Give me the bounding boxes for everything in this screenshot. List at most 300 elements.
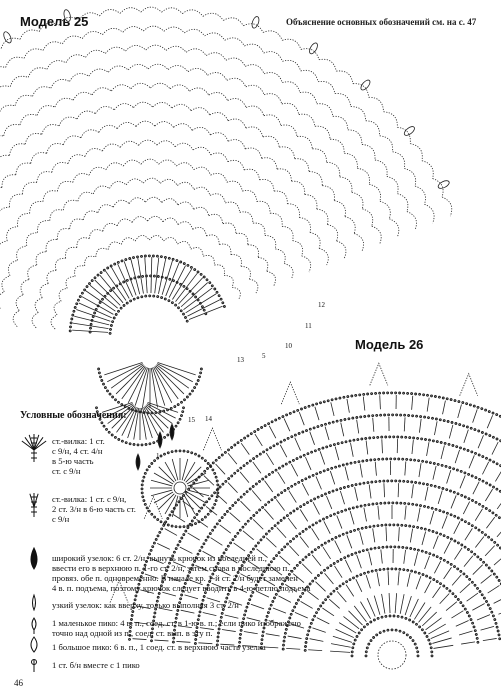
stitch-line [369,485,371,499]
stitch-line [172,459,178,480]
stitch-line [346,585,354,597]
chain-loop [33,87,51,97]
legend-line: 1 ст. б/н вместе с 1 пико [52,660,140,670]
stitch-line [269,426,276,438]
chain-loop [203,13,223,20]
stitch-line [360,531,364,545]
chain-loop [99,125,117,132]
stitch-line [425,581,432,593]
chain-loop [4,124,20,136]
stitch-line [433,466,436,480]
stitch-line [380,395,381,409]
chain-loop [274,191,287,204]
small-picot-icon [32,618,36,630]
chain-loop [297,136,312,149]
chain-loop [108,66,128,72]
legend-title: Условные обозначения: [20,410,127,421]
chain-loop [1,38,20,48]
stitch-line [494,556,501,565]
stitch-line [414,552,417,566]
stitch-line [366,575,370,588]
chain-loop [246,127,263,137]
stitch-line [203,613,217,616]
chain-loop [244,44,263,53]
stitch-line [355,487,358,501]
legend-line: ст. с 9/н [52,466,81,476]
stitch-line [228,453,237,464]
stitch-line [422,531,426,545]
wide-knot-mark [170,424,174,440]
stitch-line [444,567,452,579]
chain-loop [275,249,285,264]
petal-peak [203,428,221,450]
chain-loop [123,160,141,166]
chain-loop [348,130,362,145]
chain-loop [28,68,47,78]
chain-loop [129,198,145,204]
stitch-line [373,418,374,432]
stitch-line [252,490,261,501]
stitch-line [432,586,440,597]
chain-loop [191,248,203,257]
stitch-line [310,639,324,642]
stitch-line [422,612,436,626]
chain-loop [190,88,209,95]
chain-loop [0,136,4,148]
center-ring [378,641,406,669]
chain-loop [16,295,23,311]
stitch-line [375,462,376,476]
stitch-line [367,598,375,616]
stitch-line [364,508,367,522]
chain-loop [136,121,155,126]
stitch-line [483,638,497,640]
stitch-line [444,541,450,553]
chain-loop [263,31,282,40]
chain-loop [25,134,42,145]
stitch-line [151,480,172,486]
stitch-line [345,467,348,481]
chain-loop [240,212,253,223]
wide-knot-icon [31,548,37,569]
chain-loop [327,224,337,240]
stitch-line [301,601,313,608]
row-number: 11 [305,322,312,330]
chain-loop [2,175,16,188]
chain-loop [258,257,268,271]
chain-loop [111,85,130,91]
legend-line: ст.-вилка: 1 ст. [52,436,105,446]
chain-loop [291,181,304,194]
stitch-line [425,556,430,569]
chain-loop [245,65,264,74]
chain-loop [98,205,113,213]
chain-loop [66,247,77,258]
stitch-line [378,506,379,520]
stitch-line [381,550,382,564]
chain-loop [37,106,55,116]
stitch-line [410,529,412,543]
chain-loop [192,127,210,135]
row-number: 14 [205,415,212,423]
chain-loop [442,197,452,216]
chain-loop [166,46,186,52]
stitch-line [330,651,350,652]
stitch-line [331,644,351,648]
chain-loop [362,144,375,160]
stitch-line [280,445,287,457]
legend-line: с 9/н, 4 ст. 4/н [52,446,103,456]
chain-loop [70,219,84,229]
chain-loop [0,188,2,202]
chain-loop [164,237,178,244]
chain-loop [318,81,335,93]
chain-loop [52,162,68,172]
chain-loop [81,130,99,138]
chain-loop [8,260,17,275]
chain-loop [334,201,345,217]
chain-loop [55,98,73,107]
chain-loop [20,30,39,39]
chain-loop [270,213,282,226]
legend-line: в 5-ю часть [52,456,94,466]
chain-loop [113,200,129,207]
chain-loop [389,219,399,237]
stitch-line [443,401,446,415]
stitch-line [472,603,484,610]
chain-loop [110,182,127,189]
chain-loop [265,235,276,249]
chain-loop [281,125,297,137]
chain-loop [47,144,64,154]
stitch-line [398,571,399,585]
stitch-line [494,597,501,603]
chain-loop [16,163,31,175]
stitch-line [157,543,170,549]
fork-arm [34,494,38,507]
chain-loop [63,136,80,145]
chain-loop [282,103,299,114]
stitch-line [277,527,286,537]
chain-loop [393,152,405,169]
stitch-line [427,398,429,412]
chain-loop [194,167,211,175]
stitch-line [188,533,200,540]
stitch-line [322,608,334,616]
stitch-line [384,483,385,497]
chain-loop [226,58,245,66]
stitch-line [395,593,396,613]
chain-loop [66,55,86,63]
stitch-line [122,366,146,398]
chain-loop [59,117,77,126]
chain-loop [210,194,225,203]
stitch-line [305,457,311,470]
stitch-line [433,536,438,549]
stitch-line [325,573,334,584]
stitch-line [330,471,334,484]
stitch-line [441,445,444,459]
stitch-line [412,440,413,454]
chain-loop [159,160,177,166]
chain-loop [59,288,67,301]
chain-loop [345,217,355,234]
chain-loop [301,70,318,81]
stitch-line [431,631,449,639]
stitch-line [316,477,321,490]
chain-loop [188,68,208,75]
stitch-line [382,439,383,453]
stitch-line [266,538,276,548]
chain-loop [0,292,4,309]
stitch-line [326,496,331,509]
stitch-line [388,571,389,585]
stitch-line [458,404,462,417]
stitch-line [452,575,461,586]
stitch-line [220,525,231,533]
stitch-line [405,461,406,475]
stitch-line [185,595,198,599]
chain-loop [143,26,164,31]
legend-line: точно над одной из п., соед. ст. вып. в эту п. [52,628,213,638]
chain-loop [6,57,24,67]
stitch-line [366,441,368,455]
stitch-line [131,259,140,294]
stitch-line [461,642,475,644]
chain-loop [43,42,62,51]
stitch-line [335,541,341,554]
chain-loop [103,223,117,231]
stitch-line [156,365,188,389]
model-26-title: Модель 26 [355,337,424,352]
stitch-line [345,560,351,573]
stitch-line [404,417,405,431]
stitch-line [460,583,470,592]
chain-loop [264,52,283,62]
stitch-line [473,482,479,495]
stitch-line [278,596,290,602]
chain-loop [51,79,70,88]
stitch-line [276,499,284,510]
chain-loop [225,202,239,212]
stitch-line [363,397,365,411]
chain-loop [149,235,163,241]
chain-loop [257,201,270,213]
chain-loop [208,73,227,81]
stitch-line [417,508,420,522]
chain-loop [282,82,300,93]
chain-loop [20,114,37,125]
chain-loop [28,265,37,279]
stitch-line [473,565,483,575]
chain-loop [219,244,231,255]
chain-loop [380,201,390,219]
chain-loop [335,94,351,107]
chain-loop [57,181,72,191]
chain-loop [369,97,384,112]
chain-loop [85,256,96,266]
chain-loop [114,104,133,110]
chain-loop [305,195,317,209]
chain-loop [0,241,7,256]
chain-loop [299,114,315,126]
chain-loop [248,245,259,258]
chain-loop [282,60,300,71]
chain-loop [10,144,26,156]
chain-loop [211,173,227,182]
stitch-line [331,402,334,416]
stitch-line [323,547,331,559]
stitch-line [335,447,339,461]
stitch-line [289,491,296,503]
chain-loop [223,223,236,233]
chain-loop [82,32,102,39]
chain-loop [78,192,93,201]
narrow-knot-icon [33,595,36,610]
chain-loop [131,83,151,88]
stitch-line [312,628,325,633]
chain-loop [47,61,66,70]
stitch-line [475,536,484,547]
chain-loop [9,194,22,207]
stitch-line [405,506,406,520]
chain-loop [317,209,328,225]
chain-loop [287,204,299,218]
chain-loop [75,266,85,277]
stitch-line [482,462,488,475]
stitch-line [477,615,490,620]
chain-loop [422,161,433,179]
chain-loop [282,39,301,49]
chain-loop [10,76,28,86]
chain-loop [17,246,27,260]
stitch-line [467,593,478,601]
stitch-line [162,260,172,294]
stitch-line [251,604,264,609]
stitch-line [253,462,261,473]
stitch-line [188,480,209,486]
chain-loop [317,104,333,117]
stitch-line [488,585,500,593]
chain-loop [153,102,172,108]
chain-loop [260,179,274,191]
chain-loop [299,218,310,233]
stitch-line [486,517,494,528]
stitch-line [398,483,399,497]
legend-line: 4 в. п. подъема, поэтому крючок следует вводить в 4-ю петлю подъема [52,583,311,593]
chain-loop [262,158,277,169]
stitch-line [478,435,483,448]
legend-item-wide-knot [52,553,311,593]
chain-loop [210,133,228,141]
stitch-line [451,611,463,618]
chain-loop [0,67,6,78]
stitch-line [241,443,249,454]
chain-loop [0,207,9,221]
stitch-line [475,509,482,521]
stitch-line [154,640,168,641]
chain-loop [300,92,317,104]
stitch-line [433,645,453,648]
chain-loop [253,223,265,235]
chain-loop [177,241,190,249]
chain-loop [362,209,372,226]
chain-loop [135,235,149,241]
stitch-line [389,593,390,613]
center-ring [174,482,186,494]
chain-loop [205,33,225,40]
stitch-line [497,526,501,536]
legend-line: 1 большое пико: 6 в. п., 1 соед. ст. в верхнюю часть узелка [52,642,266,652]
stitch-line [76,310,110,322]
chain-loop [380,136,393,152]
chain-loop [120,141,138,147]
chain-loop [327,162,340,177]
chain-loop [102,28,122,34]
chain-loop [43,191,57,202]
stitch-line [412,484,414,498]
chain-loop [344,153,357,168]
stitch-line [492,442,498,455]
chain-loop [163,218,178,225]
chain-loop [310,232,320,248]
chain-loop [176,163,193,170]
chain-loop [32,313,38,328]
stitch-line [485,489,492,501]
stitch-line [382,594,385,614]
stitch-line [449,425,453,439]
chain-loop [145,197,161,202]
stitch-line [278,472,285,484]
wide-knot-mark [136,454,140,470]
chain-loop [15,95,33,105]
chain-loop [410,144,422,161]
stitch-line [473,409,478,422]
chain-loop [70,74,89,82]
chain-loop [228,140,245,149]
stitch-line [464,556,473,567]
stitch-line [266,453,273,465]
chain-loop [174,124,193,131]
stitch-line [451,495,456,508]
chain-loop [351,107,366,121]
chain-loop [160,179,177,185]
row-number: 1 [156,452,160,460]
chain-loop [210,113,228,121]
legend-line: ст.-вилка: 1 ст. с 9/н, [52,494,127,504]
chain-loop [73,173,89,182]
chain-loop [133,102,152,107]
stitch-line [291,464,298,476]
chain-loop [369,184,380,201]
chain-loop [246,106,264,116]
chain-loop [246,85,264,94]
chain-loop [66,277,75,289]
stitch-line [295,438,301,451]
stitch-line [438,491,442,504]
chain-loop [146,45,166,50]
stitch-line [481,575,492,584]
chain-loop [184,29,204,36]
stitch-line [310,432,315,445]
chain-loop [178,222,193,230]
stitch-line [447,470,451,483]
chain-loop [40,284,48,298]
stitch-line [228,483,238,493]
chain-loop [302,256,311,272]
chain-loop [0,155,10,168]
chain-loop [264,94,282,104]
